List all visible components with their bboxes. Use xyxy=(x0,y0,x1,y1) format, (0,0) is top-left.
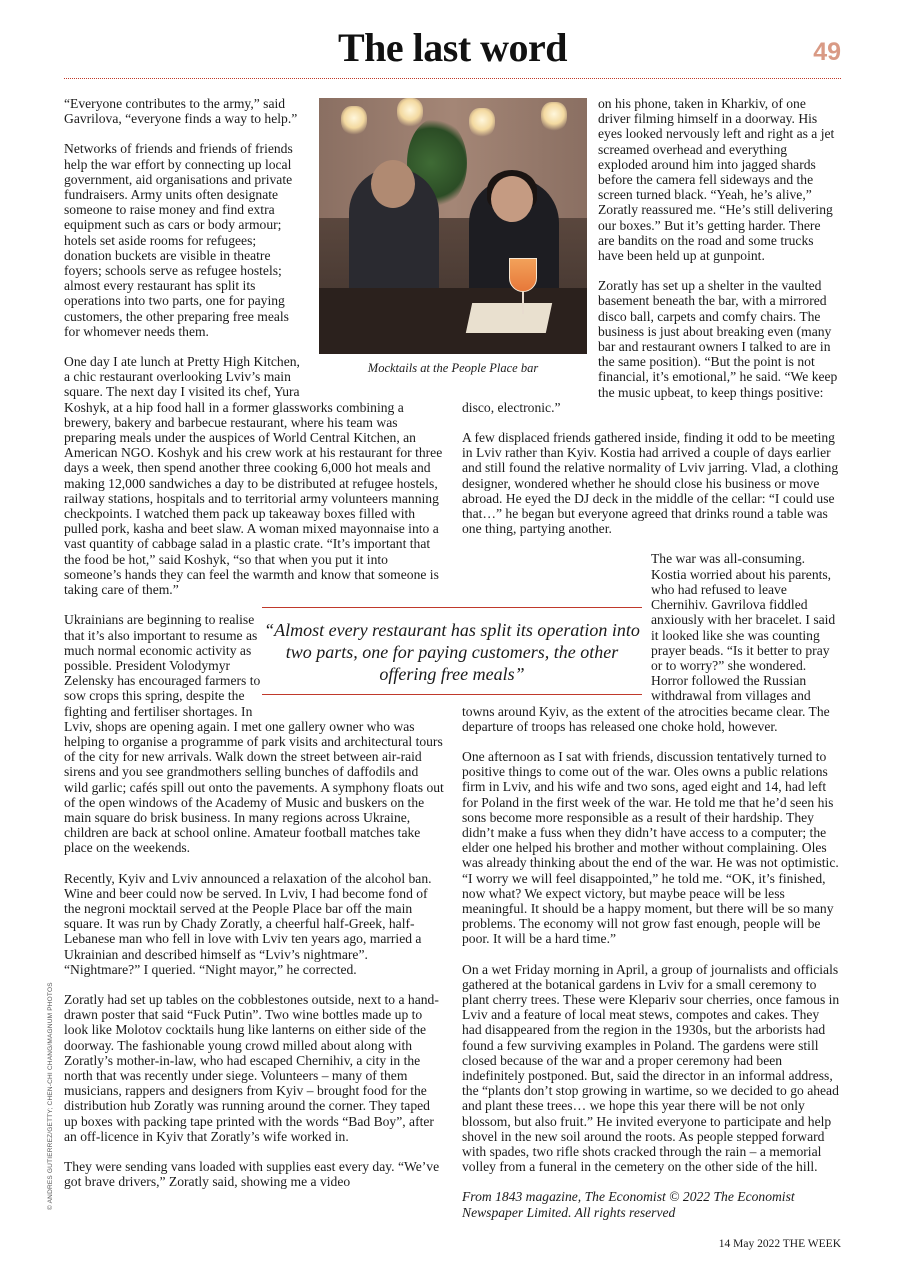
page-footer xyxy=(719,1238,841,1250)
source-note: From 1843 magazine, The Economist © 2022 The Economist Newspaper Limited. All rights reserved xyxy=(462,1189,795,1220)
article-column-left xyxy=(64,96,444,1189)
page-title: The last word xyxy=(337,25,568,70)
paragraph: Zoratly has set up a shelter in the vaulted basement beneath the bar, with a mirrored disco ball, carpets and comfy chairs. The business is just about breaking even (many bar and restaurant owners I talked to are in the same position). “But the point is not financial, it’s emotional,” he said. “We keep the music upbeat, to keep things positive: disco, electronic.” xyxy=(462,278,838,415)
pullquote-wrap-space xyxy=(266,620,444,714)
article-column-right xyxy=(462,96,840,1220)
photo-credit-text: © ANDRES GUTIERREZ/GETTY; CHEN-CHI CHANG/MAGNUM PHOTOS xyxy=(47,982,54,1210)
pullquote: “Almost every restaurant has split its operation into two parts, one for paying customers, the other offering free meals” xyxy=(264,620,640,684)
page-number: 49 xyxy=(813,38,841,66)
paragraph: One day I ate lunch at Pretty High Kitchen, a chic restaurant overlooking Lviv’s main square. The next day I visited its chef, Yura Koshyk, at a hip food hall in a former glassworks combining a brewery, bakery and barbecue restaurant, where his team was preparing meals under the auspices of World Central Kitchen, an American NGO. Koshyk and his crew work at his restaurant for three days a week, then spend another three cooking 6,000 hot meals and making 12,000 sandwiches a day to be distributed at refugee hostels, railway stations, hospitals and to territorial army volunteers manning checkpoints. I watched them pack up takeaway boxes filled with pulled pork, kasha and beet slaw. A woman mixed mayonnaise into a vast quantity of cabbage salad in a plastic crate. “It’s important that the food be hot,” said Koshyk, “so that when you put it into someone’s hands they can feel the warmth and know that someone is taking care of them.” xyxy=(64,354,443,598)
photo-caption: Mocktails at the People Place bar xyxy=(367,361,539,375)
photo-credit xyxy=(47,982,57,1210)
paragraph: Networks of friends and friends of friends help the war effort by connecting up local government, aid organisations and private fundraisers. Army units often designate someone to raise money and find extra equipment such as cars or body armour; hotels set aside rooms for refugees; donation buckets are visible in theatre foyers; schools serve as refugee hostels; almost every restaurant has split its operations into two parts, one for paying customers, the other preparing free meals for whomever needs them. xyxy=(64,141,293,339)
issue-date: 14 May 2022 xyxy=(718,1238,781,1250)
header-divider xyxy=(64,78,841,79)
photo-wrap-space xyxy=(462,96,598,396)
paragraph: They were sending vans loaded with supplies east every day. “We’ve got brave drivers,” Zoratly said, showing me a video xyxy=(64,1159,440,1190)
paragraph: The war was all-consuming. Kostia worried about his parents, who had refused to leave Chernihiv. Gavrilova fiddled anxiously with her bracelet. I said it looked like she was counting prayer beads. “Is it better to pray or to worry?” she wondered. Horror followed the Russian withdrawal from villages and towns around Kyiv, as the extent of the atrocities became clear. The departure of troops has released one choke hold, however. xyxy=(462,551,836,734)
paragraph: on his phone, taken in Kharkiv, of one driver filming himself in a doorway. His eyes looked nervously left and right as a jet screamed overhead and everything exploded around him into jagged shards before the camera fell sideways and the screen turned black. “Yeah, he’s alive,” Zoratly reassured me. “He’s still delivering our boxes.” But it’s getting harder. There are bandits on the road and some trucks have been held up at gunpoint. xyxy=(598,96,835,264)
paragraph: A few displaced friends gathered inside, finding it odd to be meeting in Lviv rather than Kyiv. Kostia had arrived a couple of days earlier and still found the relative normality of Lviv jarring. Vlad, a clothing designer, wondered whether he should close his business or move abroad. He eyed the DJ deck in the middle of the cellar: “I could use that…” he began but everyone agreed that drinks round a table was one thing, partying another. xyxy=(462,430,839,537)
paragraph: “Everyone contributes to the army,” said Gavrilova, “everyone finds a way to help.” xyxy=(64,96,298,127)
pullquote-wrap-space xyxy=(462,604,651,698)
paragraph: Zoratly had set up tables on the cobblestones outside, next to a hand-drawn poster that said “Fuck Putin”. Two wine bottles made up to look like Molotov cocktails hung like lanterns on either side of the doorway. The fashionable young crowd milled about along with Zoratly’s mother-in-law, who had escaped Chernihiv, a city in the north that was recently under siege. Volunteers – many of them musicians, rappers and designers from Kyiv – brought food for the distribution hub Zoratly was running around the corner. They taped up boxes with packing tape printed with the words “Bad Boy”, after an off-licence in Kyiv that Zoratly’s wife worked in. xyxy=(64,991,439,1144)
paragraph: On a wet Friday morning in April, a group of journalists and officials gathered at the botanical gardens in Lviv for a small ceremony to plant cherry trees. These were Klepariv sour cherries, once famous in Lviv and a feature of local meat stews, compotes and cakes. They had disappeared from the region in the 1930s, but the arborists had found a few surviving examples in Poland. The gardens were still closed because of the war and a proper ceremony had been indefinitely postponed. But, said the director in an informal address, the “plants don’t stop growing in wartime, so we decided to go ahead and plant these trees… we hope this year there will be not only blossom, but also fruit.” He invited everyone to participate and help shovel in the new soil around the roots. As people stepped forward with spades, two rifle shots cracked through the rain – a memorial volley from a funeral in the cemetery on the other side of the hill. xyxy=(462,961,840,1175)
paragraph: Ukrainians are beginning to realise that it’s also important to resume as much normal economic activity as possible. President Volodymyr Zelensky has encouraged farmers to sow crops this spring, despite the fighting and fertiliser shortages. In Lviv, shops are opening again. I met one gallery owner who was helping to organise a programme of park visits and architectural tours of the city for new arrivals. Walk down the street between air-raid sirens and you see grandmothers selling bunches of daffodils and wild garlic; cafés spill out onto the pavements. A symphony floats out of the open windows of the Academy of Music and buskers on the main square do brisk business. In many regions across Ukraine, children are back at school online. Amateur football matches take place on the weekends. xyxy=(64,612,444,856)
paragraph: One afternoon as I sat with friends, discussion tentatively turned to positive things to come out of the war. Oles owns a public relations firm in Lviv, and his wife and two sons, aged eight and 14, had left for Poland in the first week of the war. He told me that he’d seen his sons become more responsible as a result of their hardship. They didn’t make a fuss when they didn’t have access to a computer; the elder one helped his brother and mother without complaining. Oles was already thinking about the end of the war. He was not optimistic. “I worry we will feel disappointed,” he told me. “OK, it’s finished, now what? We expect victory, but maybe peace will be less meaningful. It should be a happy moment, but there will be so many problems. The economy will not grow fast enough, people will be poor. It will be a hard time.” xyxy=(462,748,839,947)
photo-wrap-space xyxy=(302,96,444,396)
publication-name: THE WEEK xyxy=(782,1238,841,1250)
paragraph: Recently, Kyiv and Lviv announced a relaxation of the alcohol ban. Wine and beer could now be served. In Lviv, I had become fond of the negroni mocktail served at the People Place bar off the main square. It was run by Chady Zoratly, a cheerful half-Greek, half-Lebanese man who fell in love with Lviv ten years ago, married a Ukrainian and described himself as “Lviv’s nightmare”. “Nightmare?” I queried. “Night mayor,” he corrected. xyxy=(64,870,432,977)
